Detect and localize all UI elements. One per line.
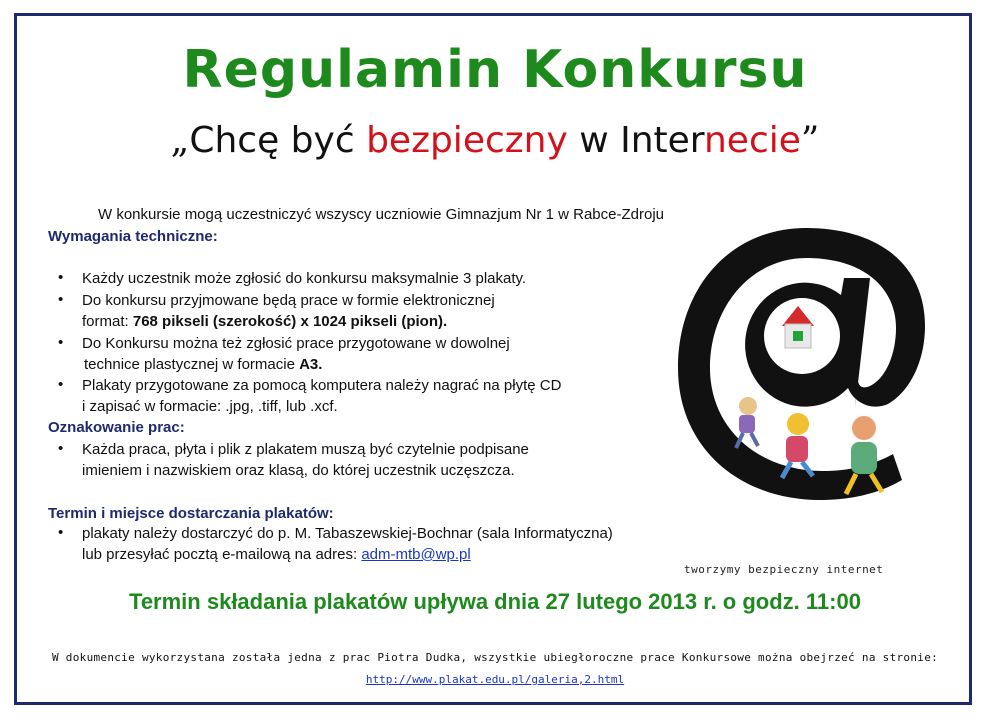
email-link[interactable]: adm-mtb@wp.pl xyxy=(361,546,471,563)
format-label: format: xyxy=(82,313,133,330)
subtitle-part1: Chcę być xyxy=(189,120,367,161)
technique-format: A3. xyxy=(299,356,323,373)
technical-bullet-3: • Do Konkursu można też zgłosić prace przygotowane w dowolnej xyxy=(82,335,510,352)
subtitle-close-quote: ” xyxy=(800,120,820,161)
subtitle-part4: necie xyxy=(703,120,801,161)
technical-heading: Wymagania techniczne: xyxy=(48,228,218,245)
child-figure-1-icon xyxy=(736,397,758,448)
page-title: Regulamin Konkursu xyxy=(182,40,808,100)
technical-bullet-4: • Plakaty przygotowane za pomocą komputera należy nagrać na płytę CD xyxy=(82,377,561,394)
at-sign-logo xyxy=(630,208,950,508)
intro-text: W konkursie mogą uczestniczyć wszyscy uczniowie Gimnazjum Nr 1 w Rabce-Zdroju xyxy=(98,206,665,223)
delivery-bullet-1-line2 xyxy=(82,546,471,563)
technical-bullet-2-line2 xyxy=(82,313,447,330)
marking-bullet-1: • Każda praca, płyta i plik z plakatem muszą być czytelnie podpisane xyxy=(82,441,529,458)
child-figure-2-icon xyxy=(782,413,813,478)
contest-subtitle xyxy=(0,120,990,161)
technical-bullet-3-line2 xyxy=(84,356,322,373)
deadline-text: Termin składania plakatów upływa dnia 27 lutego 2013 r. o godz. 11:00 xyxy=(129,589,861,614)
technical-bullet-1: • Każdy uczestnik może zgłosić do konkursu maksymalnie 3 plakaty. xyxy=(82,270,526,287)
delivery-heading: Termin i miejsce dostarczania plakatów: xyxy=(48,505,334,522)
format-value: 768 pikseli (szerokość) x 1024 pikseli (pion). xyxy=(132,313,448,330)
subtitle-part2: bezpieczny xyxy=(366,120,568,161)
subtitle-open-quote: „ xyxy=(170,120,190,161)
subtitle-part3: w Inter xyxy=(567,120,704,161)
logo-caption: tworzymy bezpieczny internet xyxy=(684,563,884,576)
technical-bullet-2: • Do konkursu przyjmowane będą prace w formie elektronicznej xyxy=(82,292,495,309)
email-label: lub przesyłać pocztą e-mailową na adres: xyxy=(82,546,362,563)
technique-label: technice plastycznej w formacie xyxy=(84,356,300,373)
marking-bullet-1-line2: imieniem i nazwiskiem oraz klasą, do której uczestnik uczęszcza. xyxy=(82,462,515,479)
house-window-icon xyxy=(793,331,803,341)
gallery-link[interactable]: http://www.plakat.edu.pl/galeria,2.html xyxy=(365,673,625,686)
marking-heading: Oznakowanie prac: xyxy=(48,419,185,436)
technical-bullet-4-line2: i zapisać w formacie: .jpg, .tiff, lub .xcf. xyxy=(82,398,338,415)
footnote-text: W dokumencie wykorzystana została jedna z prac Piotra Dudka, wszystkie ubiegłoroczne prace Konkursowe można obejrzeć na stronie: xyxy=(51,651,939,664)
delivery-bullet-1: • plakaty należy dostarczyć do p. M. Tabaszewskiej-Bochnar (sala Informatyczna) xyxy=(82,525,613,542)
